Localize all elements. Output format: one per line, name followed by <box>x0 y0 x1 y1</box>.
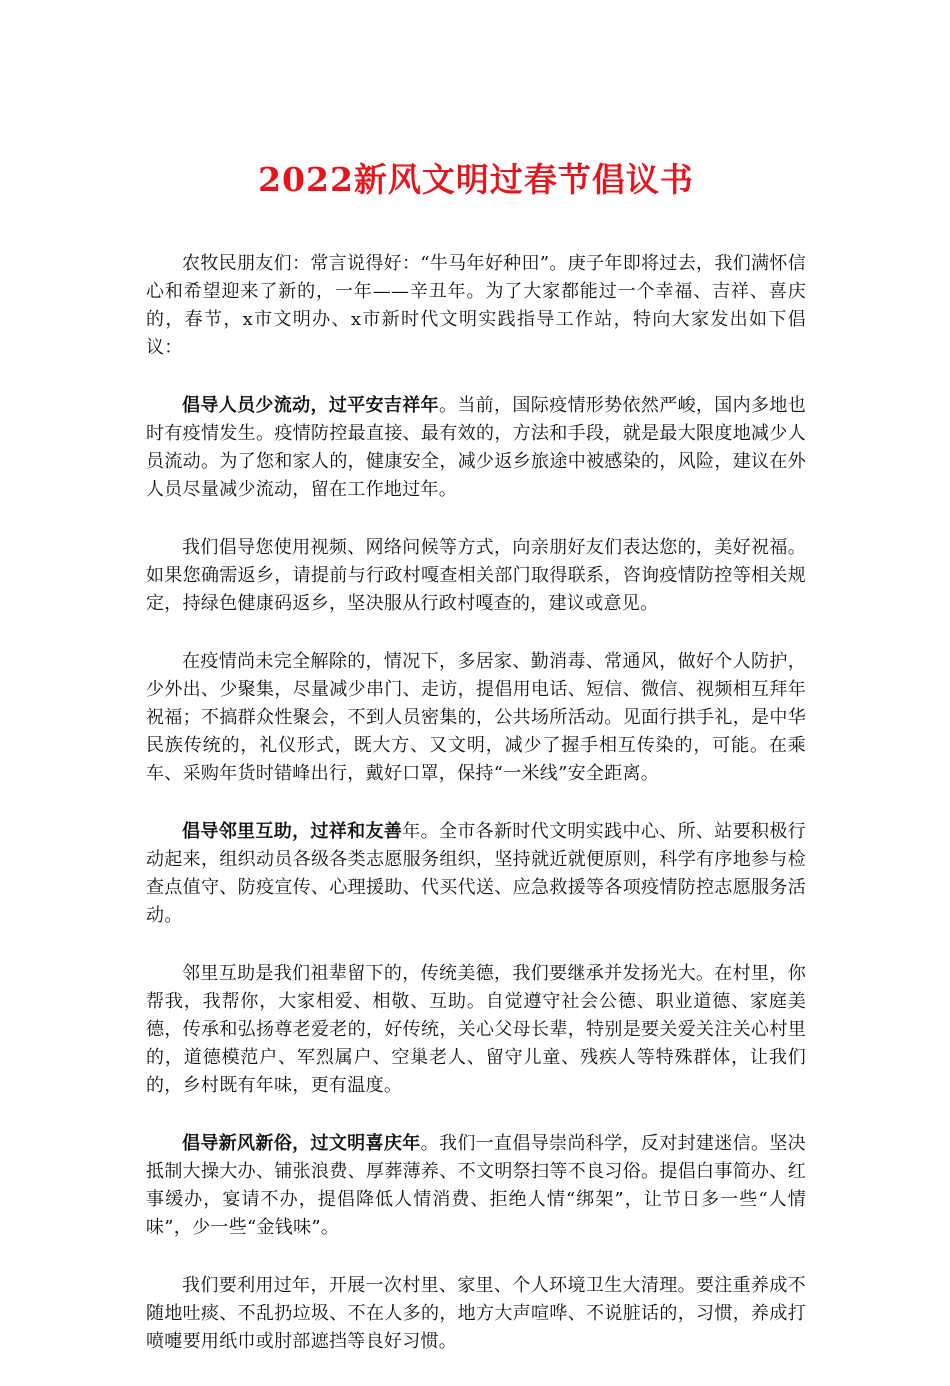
paragraph-sanitation <box>146 1272 806 1356</box>
paragraph-text: 农牧民朋友们：常言说得好：“牛马年好种田”。庚子年即将过去，我们满怀信心和希望迎来了新的，一年——辛丑年。为了大家都能过一个幸福、吉祥、喜庆的，春节，x市文明办、x市新时代文明实践指导工作站，特向大家发出如下倡议： <box>146 253 806 358</box>
document-title: 2022新风文明过春节倡议书 <box>258 160 694 199</box>
paragraph-intro <box>146 250 806 362</box>
paragraph-text: 。我们一直倡导崇尚科学，反对封建迷信。坚决抵制大操大办、铺张浪费、厚葬薄养、不文明祭扫等不良习俗。提倡白事简办、红事缓办，宴请不办，提倡降低人情消费、拒绝人情“绑架”，让节日多一些“人情味”，少一些“金钱味”。 <box>146 1133 806 1238</box>
paragraph-lead: 倡导新风新俗，过文明喜庆年 <box>182 1133 421 1154</box>
paragraph-epidemic-precautions <box>146 648 806 788</box>
paragraph-less-travel <box>146 392 806 504</box>
paragraph-text: 。当前，国际疫情形势依然严峻，国内多地也时有疫情发生。疫情防控最直接、最有效的，方法和手段，就是最大限度地减少人员流动。为了您和家人的，健康安全，减少返乡旅途中被感染的，风险，建议在外人员尽量减少流动，留在工作地过年。 <box>146 395 807 500</box>
document-page <box>146 150 806 1386</box>
paragraph-lead: 倡导人员少流动，过平安吉祥年 <box>182 395 439 416</box>
paragraph-text: 年。全市各新时代文明实践中心、所、站要积极行动起来，组织动员各级各类志愿服务组织，坚持就近就便原则，科学有序地参与检查点值守、防疫宣传、心理援助、代买代送、应急救援等各项疫情防控志愿服务活动。 <box>146 821 806 926</box>
paragraph-video-greetings <box>146 534 806 618</box>
paragraph-lead: 倡导邻里互助，过祥和友善 <box>182 821 403 842</box>
paragraph-traditional-virtues <box>146 960 806 1100</box>
paragraph-text: 我们倡导您使用视频、网络问候等方式，向亲朋好友们表达您的，美好祝福。如果您确需返乡，请提前与行政村嘎查相关部门取得联系，咨询疫情防控等相关规定，持绿色健康码返乡，坚决服从行政村嘎查的，建议或意见。 <box>146 537 806 614</box>
paragraph-neighbor-help <box>146 818 806 930</box>
paragraph-text: 在疫情尚未完全解除的，情况下，多居家、勤消毒、常通风，做好个人防护，少外出、少聚集，尽量减少串门、走访，提倡用电话、短信、微信、视频相互拜年祝福；不搞群众性聚会，不到人员密集的，公共场所活动。见面行拱手礼，是中华民族传统的，礼仪形式，既大方、又文明，减少了握手相互传染的，可能。在乘车、采购年货时错峰出行，戴好口罩，保持“一米线”安全距离。 <box>146 651 806 784</box>
paragraph-new-customs <box>146 1130 806 1242</box>
paragraph-text: 邻里互助是我们祖辈留下的，传统美德，我们要继承并发扬光大。在村里，你帮我，我帮你，大家相爱、相敬、互助。自觉遵守社会公德、职业道德、家庭美德，传承和弘扬尊老爱老的，好传统，关心父母长辈，特别是要关爱关注关心村里的，道德模范户、军烈属户、空巢老人、留守儿童、残疾人等特殊群体，让我们的，乡村既有年味，更有温度。 <box>146 963 806 1096</box>
paragraph-text: 我们要利用过年，开展一次村里、家里、个人环境卫生大清理。要注重养成不随地吐痰、不乱扔垃圾、不在人多的，地方大声喧哗、不说脏话的，习惯，养成打喷嚏要用纸巾或肘部遮挡等良好习惯。 <box>146 1275 806 1352</box>
